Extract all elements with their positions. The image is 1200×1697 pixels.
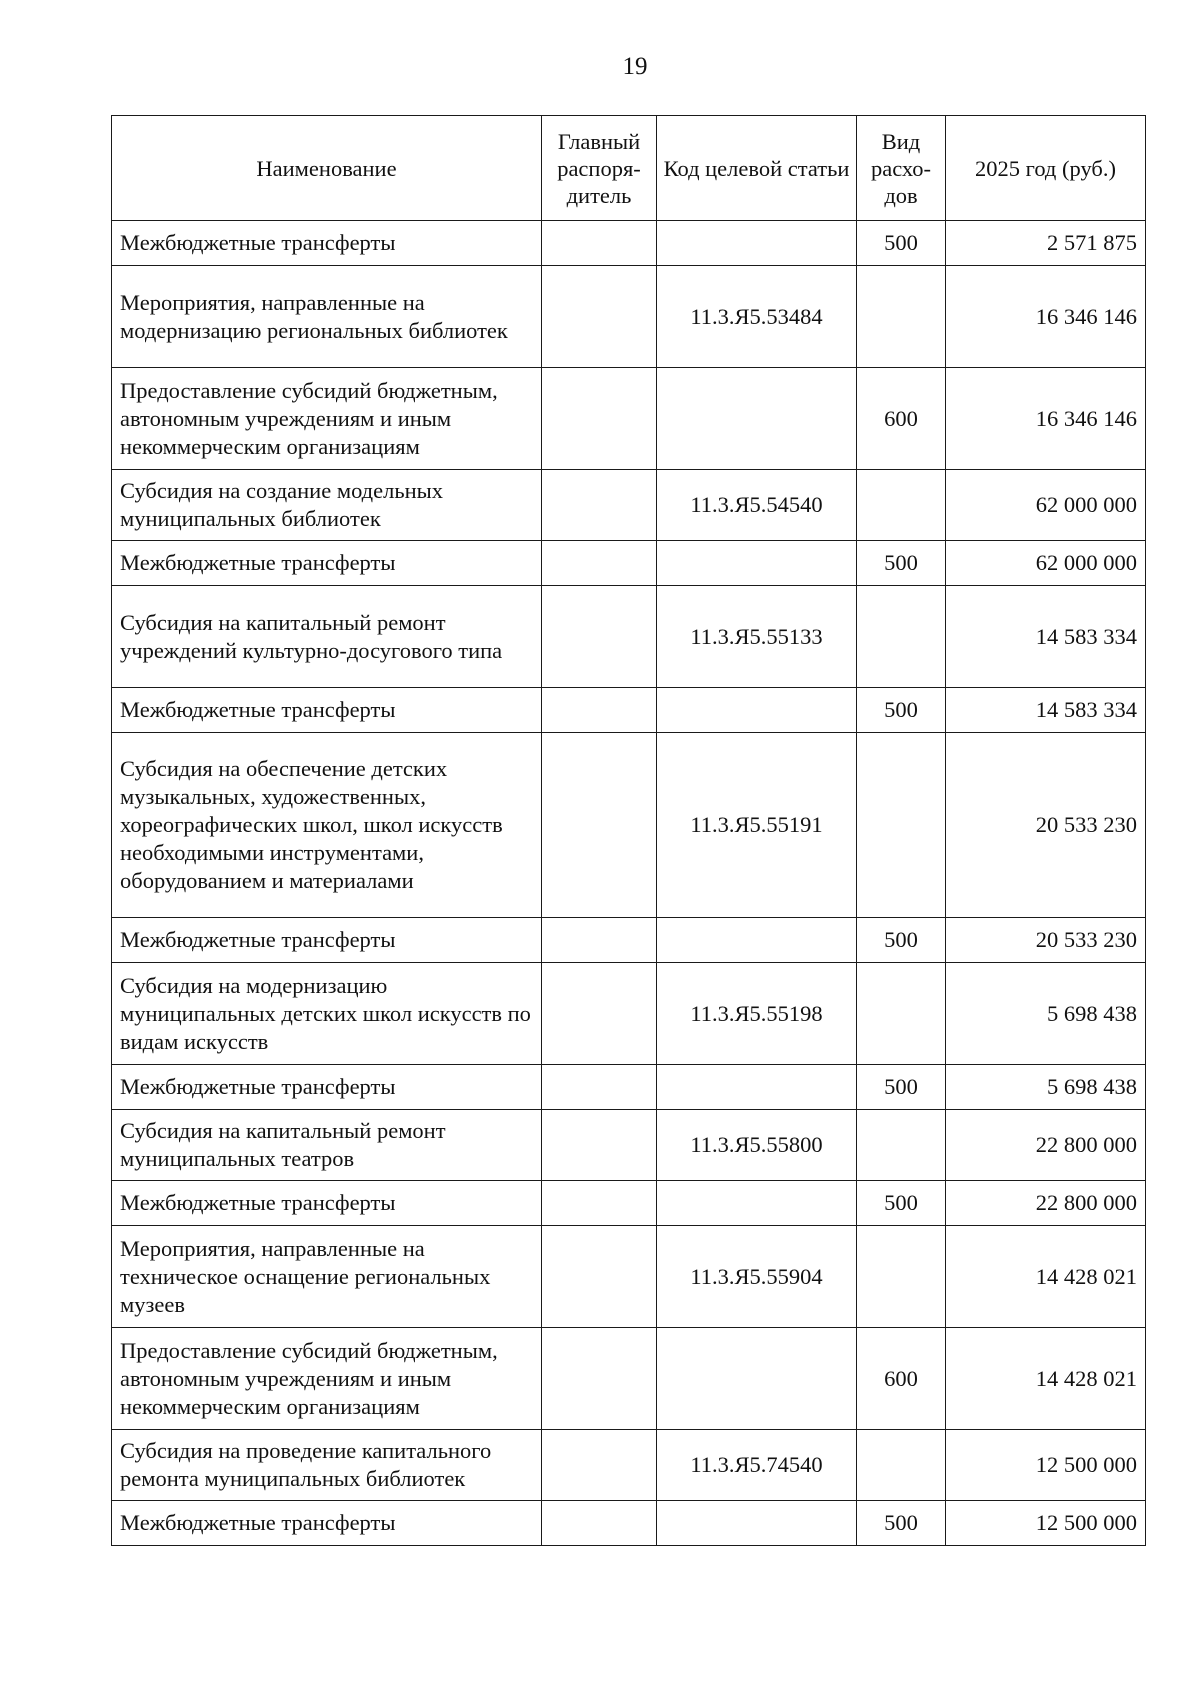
cell-amount: 16 346 146 [946, 266, 1146, 368]
cell-code [657, 541, 857, 586]
cell-amount: 2 571 875 [946, 221, 1146, 266]
cell-name: Предоставление субсидий бюджетным, автономным учреждениям и иным некоммерческим организациям [112, 1328, 542, 1430]
cell-type: 500 [857, 1181, 946, 1226]
cell-amount: 5 698 438 [946, 1065, 1146, 1110]
cell-code [657, 221, 857, 266]
cell-admin [542, 368, 657, 470]
cell-name: Межбюджетные трансферты [112, 1181, 542, 1226]
table-row [112, 1430, 1146, 1501]
cell-amount: 12 500 000 [946, 1430, 1146, 1501]
cell-type: 500 [857, 1065, 946, 1110]
budget-table [111, 115, 1146, 1546]
cell-name: Субсидия на создание модельных муниципальных библиотек [112, 470, 542, 541]
header-type: Вид расхо-дов [857, 116, 946, 221]
cell-code [657, 1065, 857, 1110]
cell-admin [542, 688, 657, 733]
header-name: Наименование [112, 116, 542, 221]
cell-name: Субсидия на модернизацию муниципальных детских школ искусств по видам искусств [112, 963, 542, 1065]
cell-type: 600 [857, 368, 946, 470]
cell-type: 500 [857, 221, 946, 266]
cell-code [657, 368, 857, 470]
cell-amount: 16 346 146 [946, 368, 1146, 470]
cell-admin [542, 1110, 657, 1181]
cell-type [857, 733, 946, 918]
table-row [112, 1501, 1146, 1546]
table-row [112, 733, 1146, 918]
cell-code: 11.3.Я5.55198 [657, 963, 857, 1065]
cell-name: Межбюджетные трансферты [112, 221, 542, 266]
cell-admin [542, 221, 657, 266]
cell-admin [542, 541, 657, 586]
cell-admin [542, 586, 657, 688]
cell-amount: 5 698 438 [946, 963, 1146, 1065]
table-row [112, 368, 1146, 470]
cell-admin [542, 470, 657, 541]
cell-name: Субсидия на обеспечение детских музыкальных, художественных, хореографических школ, школ искусств необходимыми инструментами, оборудованием и материалами [112, 733, 542, 918]
cell-code [657, 1328, 857, 1430]
table-row [112, 918, 1146, 963]
cell-code [657, 918, 857, 963]
cell-name: Предоставление субсидий бюджетным, автономным учреждениям и иным некоммерческим организациям [112, 368, 542, 470]
cell-amount: 14 583 334 [946, 688, 1146, 733]
cell-amount: 62 000 000 [946, 541, 1146, 586]
table-header-row [112, 116, 1146, 221]
cell-type: 500 [857, 688, 946, 733]
cell-name: Субсидия на капитальный ремонт муниципальных театров [112, 1110, 542, 1181]
cell-amount: 22 800 000 [946, 1181, 1146, 1226]
cell-amount: 62 000 000 [946, 470, 1146, 541]
cell-amount: 20 533 230 [946, 918, 1146, 963]
table-row [112, 470, 1146, 541]
cell-admin [542, 1181, 657, 1226]
cell-name: Субсидия на проведение капитального ремонта муниципальных библиотек [112, 1430, 542, 1501]
cell-type: 500 [857, 541, 946, 586]
table-row [112, 586, 1146, 688]
cell-type [857, 963, 946, 1065]
cell-type [857, 470, 946, 541]
cell-amount: 12 500 000 [946, 1501, 1146, 1546]
table-row [112, 1328, 1146, 1430]
cell-admin [542, 1501, 657, 1546]
cell-admin [542, 733, 657, 918]
cell-name: Межбюджетные трансферты [112, 918, 542, 963]
table-row [112, 1110, 1146, 1181]
cell-name: Межбюджетные трансферты [112, 688, 542, 733]
table-row [112, 1065, 1146, 1110]
table-row [112, 1226, 1146, 1328]
cell-code: 11.3.Я5.55133 [657, 586, 857, 688]
cell-admin [542, 266, 657, 368]
cell-type [857, 1226, 946, 1328]
cell-admin [542, 918, 657, 963]
cell-type [857, 1430, 946, 1501]
cell-type: 500 [857, 1501, 946, 1546]
cell-admin [542, 1226, 657, 1328]
cell-code [657, 1181, 857, 1226]
cell-amount: 22 800 000 [946, 1110, 1146, 1181]
cell-amount: 14 428 021 [946, 1226, 1146, 1328]
cell-admin [542, 963, 657, 1065]
cell-type [857, 1110, 946, 1181]
cell-code: 11.3.Я5.54540 [657, 470, 857, 541]
cell-code: 11.3.Я5.74540 [657, 1430, 857, 1501]
cell-code [657, 688, 857, 733]
cell-code: 11.3.Я5.53484 [657, 266, 857, 368]
cell-name: Субсидия на капитальный ремонт учреждений культурно-досугового типа [112, 586, 542, 688]
header-admin: Главный распоря-дитель [542, 116, 657, 221]
cell-name: Межбюджетные трансферты [112, 1065, 542, 1110]
cell-code: 11.3.Я5.55191 [657, 733, 857, 918]
cell-type: 600 [857, 1328, 946, 1430]
page-number: 19 [622, 53, 648, 80]
table-row [112, 688, 1146, 733]
cell-amount: 14 583 334 [946, 586, 1146, 688]
cell-type [857, 266, 946, 368]
cell-code: 11.3.Я5.55800 [657, 1110, 857, 1181]
table-row [112, 1181, 1146, 1226]
cell-admin [542, 1430, 657, 1501]
table-row [112, 963, 1146, 1065]
table-row [112, 541, 1146, 586]
table-row [112, 221, 1146, 266]
cell-name: Межбюджетные трансферты [112, 1501, 542, 1546]
cell-code: 11.3.Я5.55904 [657, 1226, 857, 1328]
cell-name: Мероприятия, направленные на модернизацию региональных библиотек [112, 266, 542, 368]
header-code: Код целевой статьи [657, 116, 857, 221]
cell-amount: 14 428 021 [946, 1328, 1146, 1430]
table-row [112, 266, 1146, 368]
cell-name: Межбюджетные трансферты [112, 541, 542, 586]
cell-amount: 20 533 230 [946, 733, 1146, 918]
cell-type [857, 586, 946, 688]
header-amount: 2025 год (руб.) [946, 116, 1146, 221]
cell-code [657, 1501, 857, 1546]
cell-type: 500 [857, 918, 946, 963]
cell-admin [542, 1065, 657, 1110]
cell-admin [542, 1328, 657, 1430]
cell-name: Мероприятия, направленные на техническое оснащение региональных музеев [112, 1226, 542, 1328]
